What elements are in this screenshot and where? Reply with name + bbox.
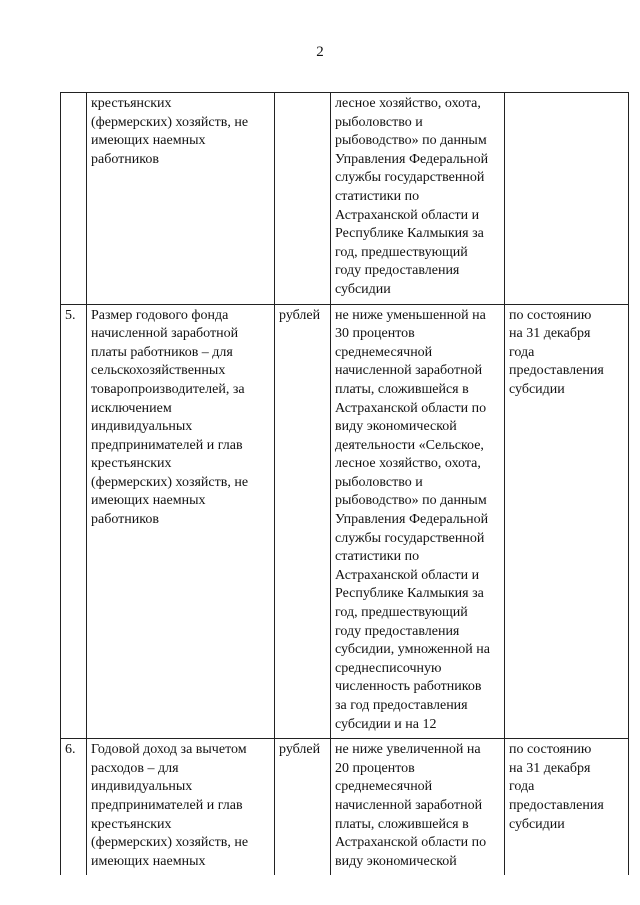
value-cell: лесное хозяйство, охота, рыболовство и рыбоводство» по данным Управления Федеральной службы государственной статистики по Астраханской области и Республике Калмыкия за год, предшествующий году предоставления субсидии (331, 93, 505, 305)
table-row (61, 739, 629, 876)
unit-cell: рублей (275, 739, 331, 876)
page-number: 2 (316, 44, 324, 60)
row-number: 5. (61, 304, 87, 739)
indicator-cell: Годовой доход за вычетом расходов – для индивидуальных предпринимателей и глав крестьянских (фермерских) хозяйств, не имеющих наемных (87, 739, 275, 876)
unit-cell: рублей (275, 304, 331, 739)
indicator-cell: крестьянских (фермерских) хозяйств, не имеющих наемных работников (87, 93, 275, 305)
table-row (61, 93, 629, 305)
value-cell: не ниже уменьшенной на 30 процентов среднемесячной начисленной заработной платы, сложившейся в Астраханской области по виду экономической деятельности «Сельское, лесное хозяйство, охота, рыболовство и рыбоводство» по данным Управления Федеральной службы государственной статистики по Астраханской области и Республике Калмыкия за год, предшествующий году предоставления субсидии, умноженной на среднесписочную численность работников за год предоставления субсидии и на 12 (331, 304, 505, 739)
table-row (61, 304, 629, 739)
date-cell: по состоянию на 31 декабря года предоставления субсидии (505, 304, 629, 739)
row-number: 6. (61, 739, 87, 876)
value-cell: не ниже увеличенной на 20 процентов среднемесячной начисленной заработной платы, сложившейся в Астраханской области по виду экономической (331, 739, 505, 876)
date-cell (505, 93, 629, 305)
unit-cell (275, 93, 331, 305)
indicator-cell: Размер годового фонда начисленной заработной платы работников – для сельскохозяйственных товаропроизводителей, за исключением индивидуальных предпринимателей и глав крестьянских (фермерских) хозяйств, не имеющих наемных работников (87, 304, 275, 739)
criteria-table (60, 92, 629, 875)
date-cell: по состоянию на 31 декабря года предоставления субсидии (505, 739, 629, 876)
row-number (61, 93, 87, 305)
